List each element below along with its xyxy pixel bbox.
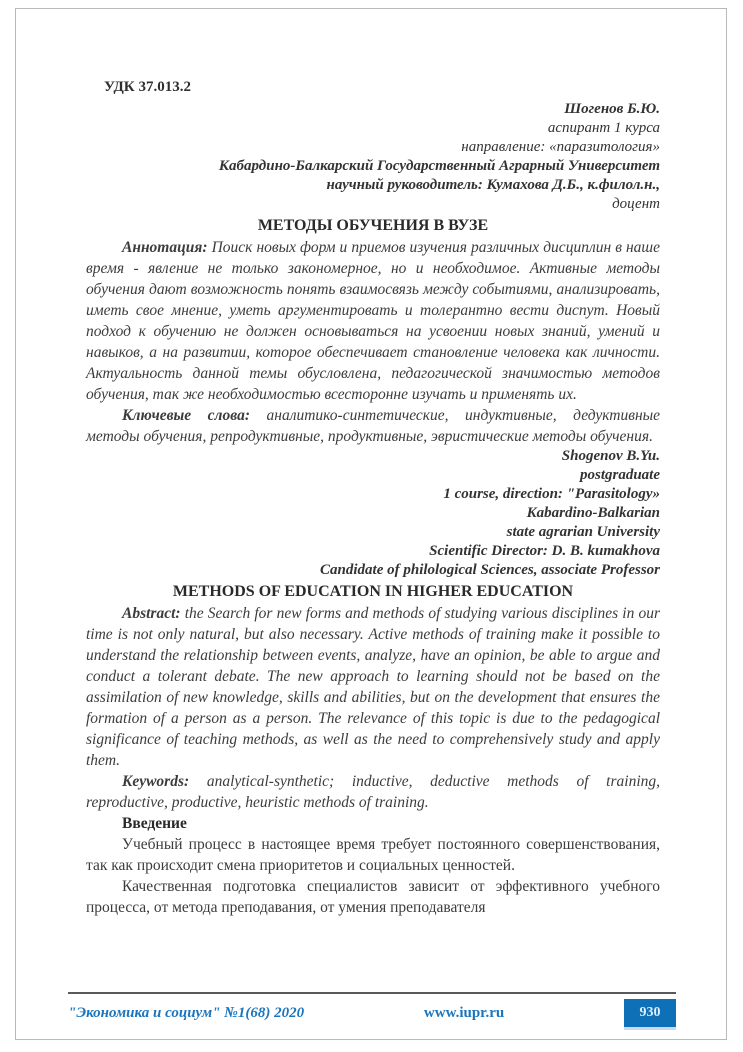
author-supervisor-en: Scientific Director: D. B. kumakhova <box>429 543 660 559</box>
keywords-label-en: Keywords: <box>122 773 190 790</box>
abstract-label-en: Abstract: <box>122 605 181 622</box>
author-supervisor-ru: научный руководитель: Кумахова Д.Б., к.филол.н., <box>326 177 660 193</box>
keywords-text-ru: аналитико-синтетические, индуктивные, дедуктивные методы обучения, репродуктивные, продуктивные, эвристические методы обучения. <box>86 407 661 445</box>
abstract-text-ru: Поиск новых форм и приемов изучения различных дисциплин в наше время - явление не только закономерное, но и необходимое. Активные методы обучения дают возможность понять взаимосвязь между событиями, анализировать, иметь свое мнение, уметь аргументировать и толерантно вести диспут. Новый подход к обучению не должен основываться на усвоении новых знаний, умений и навыков, а на развитии, которое обеспечивает становление человека как личности. Актуальность данной темы обусловлена, педагогической значимостью методов обучения, так же необходимостью всесторонне изучать и применять их. <box>86 239 660 403</box>
article-title-en: METHODS OF EDUCATION IN HIGHER EDUCATION <box>172 583 574 600</box>
author-block-ru <box>86 100 660 214</box>
document-page <box>15 8 727 1040</box>
author-block-en <box>86 447 660 580</box>
section-heading-introduction: Введение <box>122 815 187 832</box>
author-university-2-en: state agrarian University <box>506 524 660 540</box>
keywords-text-en: analytical-synthetic; inductive, deductive methods of training, reproductive, productive, heuristic methods of training. <box>86 773 660 811</box>
author-supervisor-rank-en: Candidate of philological Sciences, associate Professor <box>320 562 660 578</box>
author-supervisor-rank: доцент <box>612 196 660 212</box>
page-footer <box>68 992 676 1027</box>
page-content <box>86 77 660 918</box>
abstract-label-ru: Аннотация: <box>122 239 208 256</box>
author-name-ru: Шогенов Б.Ю. <box>564 101 660 117</box>
intro-paragraph-1: Учебный процесс в настоящее время требует постоянного совершенствования, так как происходит смена приоритетов и социальных ценностей. <box>86 836 660 874</box>
author-direction-en: 1 course, direction: "Parasitology» <box>443 486 660 502</box>
page-number-badge: 930 <box>624 999 676 1027</box>
intro-paragraph-2: Качественная подготовка специалистов зависит от эффективного учебного процесса, от метода преподавания, от умения преподавателя <box>86 878 660 916</box>
udk-label: УДК 37.013.2 <box>104 79 191 95</box>
abstract-en <box>86 603 660 771</box>
keywords-en <box>86 771 660 813</box>
author-direction-ru: направление: «паразитология» <box>461 139 660 155</box>
footer-journal-title: "Экономика и социум" №1(68) 2020 <box>68 1004 305 1021</box>
author-university-1-en: Kabardino-Balkarian <box>526 505 660 521</box>
author-university-ru: Кабардино-Балкарский Государственный Аграрный Университет <box>218 158 660 174</box>
abstract-ru <box>86 237 660 405</box>
author-course-ru: аспирант 1 курса <box>547 120 660 136</box>
author-degree-en: postgraduate <box>579 467 660 483</box>
keywords-ru <box>86 405 660 447</box>
article-title-ru: МЕТОДЫ ОБУЧЕНИЯ В ВУЗЕ <box>257 217 489 234</box>
keywords-label-ru: Ключевые слова: <box>122 407 250 424</box>
abstract-text-en: the Search for new forms and methods of studying various disciplines in our time is not only natural, but also necessary. Active methods of training make it possible to understand the relationship between events, analyze, have an opinion, be able to argue and conduct a tolerant debate. The new approach to learning should not be based on the assimilation of new knowledge, skills and abilities, but on the development that ensures the formation of a person as a person. The relevance of this topic is due to the pedagogical significance of teaching methods, as well as the need to comprehensively study and apply them. <box>86 605 660 769</box>
footer-site-link[interactable]: www.iupr.ru <box>423 1004 505 1021</box>
author-name-en: Shogenov B.Yu. <box>561 448 660 464</box>
